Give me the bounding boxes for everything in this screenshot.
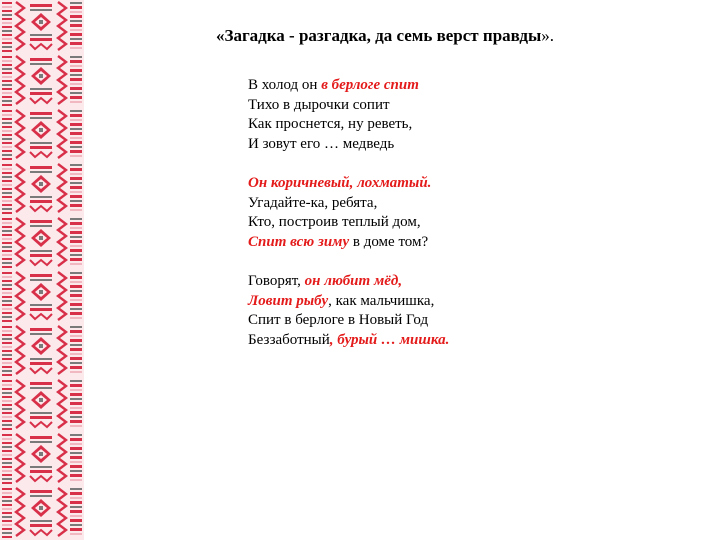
poem-line: Кто, построив теплый дом, [248,214,421,231]
stanza-1 [248,76,449,154]
plain-text: Говорят, [248,272,301,289]
poem-line-highlighted: Он коричневый, лохматый. [248,174,432,191]
poem-line [248,331,449,351]
poem-line: Спит в берлоге в Новый Год [248,312,429,329]
plain-text: , как мальчишка, [328,292,435,309]
riddle-poem [248,76,449,350]
plain-text: Беззаботный [248,331,330,348]
embroidery-ornament-border [0,0,84,540]
highlighted-text: , бурый … мишка. [329,331,450,348]
title-close-quote: » [541,26,550,45]
title-text: Загадка - разгадка, да семь верст правды [224,26,542,45]
poem-line [248,233,449,253]
poem-line: Как проснется, ну реветь, [248,116,413,133]
title-period: . [549,26,555,45]
stanza-3 [248,272,449,350]
plain-text: в доме том? [349,233,429,250]
stanza-2 [248,174,449,252]
highlighted-text: в берлоге спит [317,77,419,93]
poem-line: Угадайте-ка, ребята, [248,194,378,211]
poem-line [248,272,449,292]
poem-line: Тихо в дырочки сопит [248,96,390,113]
slide-title [0,26,720,46]
poem-line: И зовут его … медведь [248,135,395,152]
highlighted-text: Спит всю зиму [248,233,350,250]
plain-text: В холод он [248,77,318,93]
highlighted-text: он любит мёд, [300,272,403,289]
title-open-quote: « [215,26,225,45]
poem-line [248,292,449,312]
poem-line [248,76,449,96]
highlighted-text: Ловит рыбу [248,292,329,309]
